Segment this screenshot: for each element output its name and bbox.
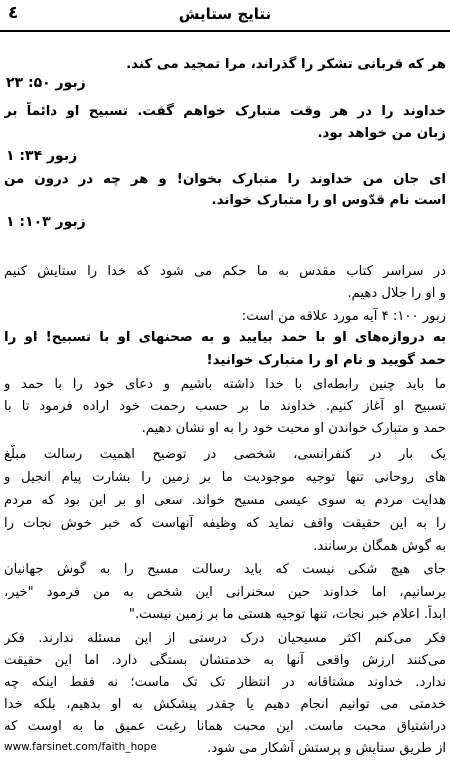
body-paragraph-line: هدایت مردم به سوی عیسی مسیح خواند. سعی او بر این بود که مردم	[4, 493, 446, 508]
body-paragraph-line: به گوش همگان برسانند.	[313, 539, 446, 554]
body-paragraph-line: و او را جلال دهیم.	[347, 286, 446, 301]
body-paragraph-line: ندارد. خداوند مشتاقانه در انتظار تک تک ماست؛ نه فقط اینکه چه	[4, 675, 446, 690]
verse-2-reference: زبور ۳۴: ۱	[6, 148, 78, 164]
body-paragraph-line: تسبیح او آغاز کنیم. خداوند ما بر حسب رحمت خود اراده فرمود تا با	[4, 399, 446, 414]
verse-2-line-2: زبان من خواهد بود.	[317, 126, 446, 141]
verse-3-reference: زبور ۱۰۳: ۱	[6, 214, 86, 230]
body-paragraph-line: ما باید چنین رابطه‌ای با خدا داشته باشیم و دعای خود را با حمد و	[4, 377, 446, 392]
verse-3-line-1: ای جان من خداوند را متبارک بخوان! و هر چه در درون من	[4, 172, 446, 187]
body-paragraph-line: یک بار در کنفرانسی، شخصی در توضیح اهمیت رسالت مبلّغ	[4, 447, 446, 462]
body-paragraph-line: را به این حقیقت واقف نماید که وظیفه آنهاست که خبر خوش نجات را	[4, 516, 446, 531]
body-paragraph-line: زبور ۱۰۰: ۴ آیه مورد علاقه من است:	[241, 309, 446, 324]
body-paragraph-line: می‌کنند ارزش واقعی آنها به خدمتشان بستگی دارد. اما این حقیقت	[4, 653, 446, 668]
body-paragraph-line: ابداً. اعلام خبر نجات، تنها توجیه هستی ما بر زمین نیست."	[128, 607, 446, 622]
body-paragraph-line: جای هیچ شکی نیست که باید رسالت مسیح را به گوش جهانیان	[4, 562, 446, 577]
chapter-title: نتایج ستایش	[178, 5, 272, 23]
quoted-verse-line: به دروازه‌های او با حمد بیایید و به صحنهای او با تسبیح! او را	[4, 330, 446, 345]
body-paragraph-line: برسانیم، اما خداوند حین سخنرانی این شخص به من فرمود "خیر،	[4, 585, 446, 600]
verse-1-line-1: هر که قربانی تشکر را گذراند، مرا تمجید می کند.	[126, 57, 446, 72]
body-paragraph-line: دراشتیاق محبت ماست. این محبت همانا رغبت عمیق ما به اوست که	[4, 719, 446, 734]
body-paragraph-line: های روحانی تنها توجیه موجودیت ما بر زمین را بشارت پیام انجیل و	[4, 470, 446, 485]
body-paragraph-line: حمد و متبارک خواندن او محبت خود را به او نشان دهیم.	[141, 421, 446, 436]
body-paragraph-line: خدمتی می توانیم انجام دهیم یا چقدر پیشکش به او بدهیم، بلکه خدا	[4, 697, 446, 712]
verse-2-line-1: خداوند را در هر وقت متبارک خواهم گفت. تسبیح او دائماً بر	[4, 104, 446, 119]
body-paragraph-line: فکر می‌کنم اکثر مسیحیان درک درستی از این مسئله ندارند. فکر	[4, 631, 446, 646]
body-paragraph-line: در سراسر کتاب مقدس به ما حکم می شود که خدا را ستایش کنیم	[4, 264, 446, 279]
page-number: ٤	[8, 3, 19, 23]
footer-url[interactable]: www.farsinet.com/faith_hope	[4, 741, 157, 753]
verse-3-line-2: است نام قدّوس او را متبارک خواند.	[211, 193, 446, 208]
body-paragraph-line: از طریق ستایش و پرستش آشکار می شود.	[207, 741, 446, 756]
verse-1-reference: زبور ۵۰: ۲۳	[6, 75, 86, 91]
page-header	[0, 0, 450, 32]
quoted-verse-line: حمد گویید و نام او را متبارک خوانید!	[206, 353, 446, 368]
